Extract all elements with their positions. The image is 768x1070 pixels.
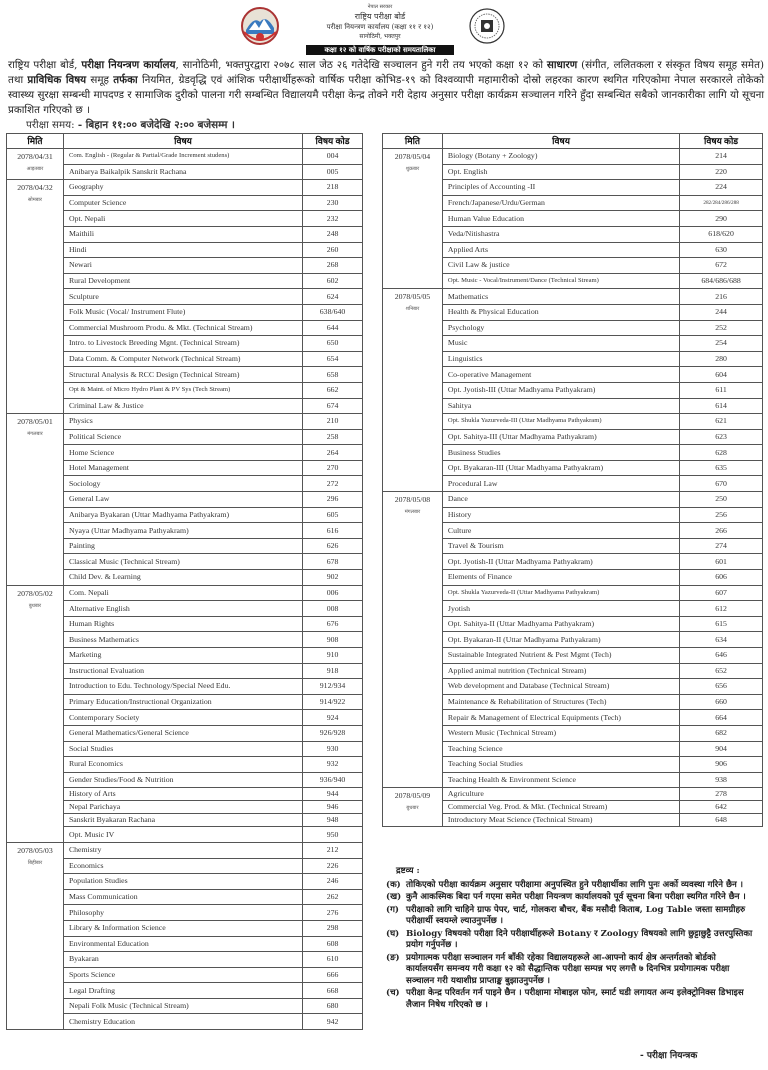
subject-cell: Newari (63, 258, 302, 274)
subject-code-cell: 638/640 (303, 304, 363, 320)
subject-code-cell: 642 (680, 801, 763, 814)
subject-cell: Procedural Law (442, 476, 679, 492)
subject-code-cell: 936/940 (303, 772, 363, 788)
subject-code-cell: 272 (303, 476, 363, 492)
subject-cell: Veda/Nitishastra (442, 226, 679, 242)
exam-weekday: बुधबार (28, 603, 42, 609)
subject-code-cell: 942 (303, 1014, 363, 1030)
date-cell (7, 414, 64, 586)
subject-cell: Applied Arts (442, 242, 679, 258)
subject-code-cell: 298 (303, 920, 363, 936)
subject-cell: Western Music (Technical Stream) (442, 725, 679, 741)
exam-time-label: परीक्षा समय: (26, 119, 78, 131)
exam-board-seal-icon (468, 6, 506, 46)
subject-code-cell: 908 (303, 632, 363, 648)
exam-weekday: शनिबार (405, 307, 420, 313)
subject-code-cell: 252 (680, 320, 763, 336)
note-item (386, 905, 756, 928)
subject-cell: Maithili (63, 226, 302, 242)
subject-code-cell: 224 (680, 180, 763, 196)
table-header-row (383, 134, 763, 149)
subject-cell: Biology (Botany + Zoology) (442, 149, 679, 165)
subject-cell: Anibarya Byakaran (Uttar Madhyama Pathyakram) (63, 507, 302, 523)
subject-cell: Chemistry Education (63, 1014, 302, 1030)
subject-cell: Physics (63, 414, 302, 430)
subject-cell: Opt. Shukla Yazurveda-III (Uttar Madhyama Pathyakram) (442, 414, 679, 430)
subject-code-cell: 264 (303, 445, 363, 461)
government-name: नेपाल सरकार (367, 4, 393, 10)
exam-date: 2078/04/31 (17, 152, 53, 161)
subject-cell: Opt. Jyotish-II (Uttar Madhyama Pathyakram) (442, 554, 679, 570)
office-name: परीक्षा नियन्त्रण कार्यालय (कक्षा ११ र १२) (326, 23, 434, 31)
subject-cell: Commercial Mushroom Produ. & Mkt. (Technical Stream) (63, 320, 302, 336)
subject-code-cell: 266 (680, 523, 763, 539)
subject-cell: Teaching Health & Environment Science (442, 772, 679, 788)
subject-code-cell: 602 (303, 273, 363, 289)
subject-code-cell: 612 (680, 601, 763, 617)
nepal-government-emblem-icon (240, 6, 280, 46)
table-header-row (7, 134, 363, 149)
note-item (386, 880, 756, 892)
date-cell (383, 492, 443, 788)
subject-code-cell: 008 (303, 601, 363, 617)
subject-cell: Teaching Science (442, 741, 679, 757)
subject-code-cell: 605 (303, 507, 363, 523)
note-text: तोकिएको परीक्षा कार्यक्रम अनुसार परीक्षामा अनुपस्थित हुने परीक्षार्थीका लागि पुनः अर्को व्यवस्था गरिने छैन । (406, 879, 744, 890)
subject-cell: Criminal Law & Justice (63, 398, 302, 414)
subject-cell: Contemporary Society (63, 710, 302, 726)
exam-weekday: बिहीबार (27, 860, 43, 866)
subject-code-cell: 216 (680, 289, 763, 305)
subject-cell: Sustainable Integrated Nutrient & Pest Mgmt (Tech) (442, 648, 679, 664)
subject-code-cell: 930 (303, 741, 363, 757)
subject-cell: Social Studies (63, 741, 302, 757)
subject-cell: Opt. Sahitya-III (Uttar Madhyama Pathyakram) (442, 429, 679, 445)
note-marker: (च) (386, 988, 400, 998)
subject-cell: Opt. Byakaran-III (Uttar Madhyama Pathyakram) (442, 460, 679, 476)
note-item (386, 929, 756, 952)
subject-code-cell: 662 (303, 382, 363, 398)
subject-cell: Com. English - (Regular & Partial/Grade Increment studens) (63, 149, 302, 165)
subject-cell: Mathematics (442, 289, 679, 305)
subject-code-cell: 932 (303, 757, 363, 773)
subject-cell: Human Value Education (442, 211, 679, 227)
subject-cell: Agriculture (442, 788, 679, 801)
table-row (7, 180, 363, 196)
subject-cell: Culture (442, 523, 679, 539)
subject-cell: Web development and Database (Technical Stream) (442, 679, 679, 695)
subject-cell: Nyaya (Uttar Madhyama Pathyakram) (63, 523, 302, 539)
subject-code-cell: 621 (680, 414, 763, 430)
subject-code-cell: 282/284/286/288 (680, 195, 763, 211)
subject-cell: Dance (442, 492, 679, 508)
subject-code-cell: 914/922 (303, 694, 363, 710)
subject-cell: Opt. English (442, 164, 679, 180)
note-marker: (ख) (386, 892, 402, 902)
date-cell (7, 180, 64, 414)
subject-cell: Health & Physical Education (442, 304, 679, 320)
subject-cell: Opt & Maint. of Micro Hydro Plant & PV Sys (Tech Stream) (63, 382, 302, 398)
subject-code-cell: 676 (303, 616, 363, 632)
subject-cell: Maintenance & Rehabilitation of Structures (Tech) (442, 694, 679, 710)
subject-code-cell: 608 (303, 936, 363, 952)
subject-cell: Principles of Accounting -II (442, 180, 679, 196)
note-item (386, 988, 756, 1011)
subject-code-cell: 670 (680, 476, 763, 492)
subject-code-cell: 680 (303, 998, 363, 1014)
exam-date: 2078/05/09 (394, 791, 431, 801)
subject-cell: Marketing (63, 648, 302, 664)
subject-code-cell: 634 (680, 632, 763, 648)
subject-code-cell: 938 (680, 772, 763, 788)
subject-cell: Population Studies (63, 874, 302, 890)
subject-code-cell: 615 (680, 616, 763, 632)
note-text: Biology विषयको परीक्षा दिने परीक्षार्थीहरूले Botany र Zoology विषयको लागि छुट्टाछुट्टै उत्तरपुस्तिका प्रयोग गर्नुपर्नेछ । (406, 928, 753, 950)
subject-code-cell: 004 (303, 149, 363, 165)
subject-code-cell: 270 (303, 460, 363, 476)
subject-cell: Legal Drafting (63, 983, 302, 999)
header-subject: विषय (442, 134, 679, 149)
subject-code-cell: 230 (303, 195, 363, 211)
subject-code-cell: 232 (303, 211, 363, 227)
subject-code-cell: 246 (303, 874, 363, 890)
subject-cell: Rural Economics (63, 757, 302, 773)
letterhead (0, 0, 768, 56)
subject-cell: Opt. Byakaran-II (Uttar Madhyama Pathyakram) (442, 632, 679, 648)
subject-cell: Child Dev. & Learning (63, 570, 302, 586)
exam-weekday: मंगलबार (404, 510, 421, 516)
document-title: कक्षा १२ को वार्षिक परीक्षाको समयतालिका (306, 45, 454, 55)
subject-cell: Alternative English (63, 601, 302, 617)
subject-code-cell: 606 (680, 570, 763, 586)
exam-date: 2078/05/02 (17, 588, 53, 598)
subject-cell: Classical Music (Technical Stream) (63, 554, 302, 570)
subject-code-cell: 618/620 (680, 226, 763, 242)
subject-cell: Repair & Management of Electrical Equipments (Tech) (442, 710, 679, 726)
subject-cell: Opt. Music IV (63, 827, 302, 843)
table-row (7, 149, 363, 165)
note-marker: (ग) (386, 904, 399, 915)
subject-code-cell: 254 (680, 336, 763, 352)
table-row (383, 492, 763, 508)
exam-date: 2078/05/03 (17, 845, 53, 855)
subject-cell: Sculpture (63, 289, 302, 305)
subject-code-cell: 684/686/688 (680, 273, 763, 289)
note-marker: (घ) (386, 928, 400, 939)
subject-code-cell: 623 (680, 429, 763, 445)
subject-cell: Data Comm. & Computer Network (Technical Stream) (63, 351, 302, 367)
exam-weekday: आइतबार (26, 167, 44, 172)
subject-cell: Hindi (63, 242, 302, 258)
subject-code-cell: 658 (303, 367, 363, 383)
subject-code-cell: 611 (680, 382, 763, 398)
note-marker: (ङ) (386, 952, 400, 963)
subject-code-cell: 648 (680, 814, 763, 827)
subject-cell: Sanskrit Byakaran Rachana (63, 814, 302, 827)
subject-cell: Hotel Management (63, 460, 302, 476)
subject-code-cell: 296 (303, 492, 363, 508)
subject-cell: French/Japanese/Urdu/German (442, 195, 679, 211)
subject-code-cell: 902 (303, 570, 363, 586)
note-text: प्रयोगात्मक परीक्षा सञ्चालन गर्न बाँकी रहेका विद्यालयहरूले आ-आफ्नो कार्य क्षेत्र अन्तर्गतको बोर्डको कार्यालयसँग समन्वय गरी कक्षा १२ को सैद्धान्तिक परीक्षा सम्पन्न भए लगत्तै ७ दिनभित्र प्रयोगात्मक परीक्षा सञ्चालन गरी यथाशीघ्र प्राप्ताङ्क बुझाउनुपर्नेछ । (406, 952, 730, 986)
date-cell (7, 842, 64, 1029)
date-cell (7, 149, 64, 180)
subject-cell: Elements of Finance (442, 570, 679, 586)
table-row (383, 289, 763, 305)
subject-code-cell: 610 (303, 952, 363, 968)
subject-cell: Business Studies (442, 445, 679, 461)
date-cell (7, 585, 64, 842)
subject-cell: Byakaran (63, 952, 302, 968)
subject-code-cell: 626 (303, 538, 363, 554)
subject-code-cell: 646 (680, 648, 763, 664)
subject-code-cell: 678 (303, 554, 363, 570)
subject-code-cell: 006 (303, 585, 363, 601)
table-row (383, 788, 763, 801)
schedule-table-left (6, 133, 363, 1030)
subject-code-cell: 910 (303, 648, 363, 664)
subject-cell: Travel & Tourism (442, 538, 679, 554)
subject-code-cell: 604 (680, 367, 763, 383)
subject-code-cell: 950 (303, 827, 363, 843)
subject-cell: Applied animal nutrition (Technical Stream) (442, 663, 679, 679)
subject-code-cell: 666 (303, 967, 363, 983)
subject-code-cell: 660 (680, 694, 763, 710)
subject-cell: Instructional Evaluation (63, 663, 302, 679)
subject-cell: Opt. Jyotish-III (Uttar Madhyama Pathyakram) (442, 382, 679, 398)
exam-date: 2078/05/01 (17, 417, 53, 427)
subject-code-cell: 682 (680, 725, 763, 741)
subject-cell: Nepali Folk Music (Technical Stream) (63, 998, 302, 1014)
subject-cell: Gender Studies/Food & Nutrition (63, 772, 302, 788)
subject-code-cell: 280 (680, 351, 763, 367)
subject-cell: Com. Nepali (63, 585, 302, 601)
subject-cell: General Mathematics/General Science (63, 725, 302, 741)
subject-code-cell: 674 (303, 398, 363, 414)
exam-weekday: शुक्रबार (405, 167, 420, 172)
subject-code-cell: 944 (303, 788, 363, 801)
subject-code-cell: 906 (680, 757, 763, 773)
subject-code-cell: 664 (680, 710, 763, 726)
header-date: मिति (383, 134, 443, 149)
subject-code-cell: 650 (303, 336, 363, 352)
subject-cell: Introduction to Edu. Technology/Special Need Edu. (63, 679, 302, 695)
subject-cell: Co-operative Management (442, 367, 679, 383)
subject-code-cell: 924 (303, 710, 363, 726)
subject-code-cell: 248 (303, 226, 363, 242)
subject-code-cell: 214 (680, 149, 763, 165)
date-cell (383, 149, 443, 289)
note-item (386, 892, 756, 904)
subject-code-cell: 256 (680, 507, 763, 523)
subject-cell: Sahitya (442, 398, 679, 414)
subject-cell: Business Mathematics (63, 632, 302, 648)
notes-section (386, 866, 756, 1012)
subject-code-cell: 276 (303, 905, 363, 921)
subject-code-cell: 278 (680, 788, 763, 801)
exam-weekday: बुधबार (406, 806, 419, 812)
subject-code-cell: 616 (303, 523, 363, 539)
subject-cell: Computer Science (63, 195, 302, 211)
subject-cell: Music (442, 336, 679, 352)
subject-code-cell: 926/928 (303, 725, 363, 741)
subject-code-cell: 912/934 (303, 679, 363, 695)
subject-code-cell: 624 (303, 289, 363, 305)
subject-code-cell: 226 (303, 858, 363, 874)
subject-code-cell: 672 (680, 258, 763, 274)
subject-cell: Painting (63, 538, 302, 554)
subject-code-cell: 250 (680, 492, 763, 508)
header-code: विषय कोड (303, 134, 363, 149)
subject-cell: Intro. to Livestock Breeding Mgnt. (Technical Stream) (63, 336, 302, 352)
subject-cell: History (442, 507, 679, 523)
subject-code-cell: 290 (680, 211, 763, 227)
subject-cell: Teaching Social Studies (442, 757, 679, 773)
note-text: परीक्षा केन्द्र परिवर्तन गर्न पाइने छैन । परीक्षामा मोबाइल फोन, स्मार्ट घडी लगायत अन्य इलेक्ट्रोनिक्स डिभाइस लैजान निषेध गरिएको छ । (406, 988, 744, 1010)
subject-cell: Philosophy (63, 905, 302, 921)
subject-cell: Folk Music (Vocal/ Instrument Flute) (63, 304, 302, 320)
exam-date: 2078/04/32 (17, 183, 53, 193)
subject-code-cell: 244 (680, 304, 763, 320)
subject-cell: Library & Information Science (63, 920, 302, 936)
subject-cell: Home Science (63, 445, 302, 461)
subject-cell: Opt. Music - Vocal/Instrument/Dance (Technical Stream) (442, 273, 679, 289)
subject-cell: Political Science (63, 429, 302, 445)
note-item (386, 953, 756, 988)
exam-date: 2078/05/04 (394, 152, 431, 161)
office-location: सानोठिमी, भक्तपुर (359, 33, 401, 40)
subject-cell: General Law (63, 492, 302, 508)
subject-cell: Economics (63, 858, 302, 874)
subject-code-cell: 258 (303, 429, 363, 445)
subject-cell: Nepal Parichaya (63, 801, 302, 814)
subject-code-cell: 218 (303, 180, 363, 196)
header-code: विषय कोड (680, 134, 763, 149)
subject-cell: Environmental Education (63, 936, 302, 952)
table-row (7, 585, 363, 601)
schedule-table-right (382, 133, 763, 827)
board-name: राष्ट्रिय परीक्षा बोर्ड (354, 12, 406, 21)
subject-code-cell: 274 (680, 538, 763, 554)
subject-cell: Sociology (63, 476, 302, 492)
header-date: मिति (7, 134, 64, 149)
subject-cell: Jyotish (442, 601, 679, 617)
subject-code-cell: 220 (680, 164, 763, 180)
subject-cell: Civil Law & justice (442, 258, 679, 274)
subject-cell: History of Arts (63, 788, 302, 801)
exam-weekday: सोमबार (28, 198, 42, 204)
subject-code-cell: 268 (303, 258, 363, 274)
subject-code-cell: 212 (303, 842, 363, 858)
table-row (7, 414, 363, 430)
subject-cell: Opt. Shukla Yazurveda-II (Uttar Madhyama Pathyakram) (442, 585, 679, 601)
header-subject: विषय (63, 134, 302, 149)
exam-time-value: - बिहान ११:०० बजेदेखि २:०० बजेसम्म । (77, 119, 235, 131)
note-marker: (क) (386, 879, 401, 890)
subject-cell: Rural Development (63, 273, 302, 289)
subject-code-cell: 946 (303, 801, 363, 814)
subject-cell: Commercial Veg. Prod. & Mkt. (Technical Stream) (442, 801, 679, 814)
subject-code-cell: 260 (303, 242, 363, 258)
subject-cell: Human Rights (63, 616, 302, 632)
notice-paragraph: राष्ट्रिय परीक्षा बोर्ड, परीक्षा नियन्त्रण कार्यालय, सानोठिमी, भक्तपुरद्वारा २०७८ साल जेठ २६ गतेदेखि सञ्चालन हुने गरी तय भएको कक्षा १२ को साधारण (संगीत, ललितकला र संस्कृत विषय समूह समेत) तथा प्राविधिक विषय समूह तर्फका नियमित, ग्रेडवृद्धि एवं आंशिक परीक्षार्थीहरूको वार्षिक परीक्षा कोभिड-१९ को विश्वव्यापी महामारीको दोस्रो लहरका कारण स्थगित गरिएकोमा नेपाल सरकारले तोकेको स्वास्थ्य सुरक्षा सम्बन्धी मापदण्ड र सामाजिक दुरीको पालना गरी सम्बन्धित विद्यालयमै परीक्षा केन्द्र तोक्ने गरी देहाय अनुसार परीक्षा कार्यक्रम सञ्चालन गरिने हुँदा सम्बन्धित सबैको जानकारीका लागि यो सूचना प्रकाशित गरिएको छ । (8, 59, 765, 116)
subject-cell: Linguistics (442, 351, 679, 367)
exam-date: 2078/05/05 (394, 292, 431, 302)
subject-code-cell: 628 (680, 445, 763, 461)
subject-code-cell: 601 (680, 554, 763, 570)
subject-cell: Geography (63, 180, 302, 196)
subject-cell: Primary Education/Instructional Organization (63, 694, 302, 710)
table-row (7, 842, 363, 858)
subject-cell: Opt. Sahitya-II (Uttar Madhyama Pathyakram) (442, 616, 679, 632)
subject-code-cell: 614 (680, 398, 763, 414)
subject-code-cell: 644 (303, 320, 363, 336)
date-cell (383, 788, 443, 827)
subject-cell: Structural Analysis & RCC Design (Technical Stream) (63, 367, 302, 383)
note-text: परीक्षाको लागि चाहिने ग्राफ पेपर, चार्ट, गोलकरा बौचर, बैंक मसौदी किताब, Log Table जस्ता सामग्रीहरु परीक्षार्थी स्वयम्ले ल्याउनुपर्नेछ । (406, 904, 746, 926)
subject-cell: Chemistry (63, 842, 302, 858)
subject-code-cell: 630 (680, 242, 763, 258)
subject-code-cell: 656 (680, 679, 763, 695)
subject-code-cell: 654 (303, 351, 363, 367)
subject-code-cell: 607 (680, 585, 763, 601)
subject-code-cell: 904 (680, 741, 763, 757)
subject-code-cell: 210 (303, 414, 363, 430)
subject-code-cell: 948 (303, 814, 363, 827)
letterhead-text (300, 2, 460, 42)
notes-title: द्रष्टव्य : (396, 866, 420, 876)
subject-cell: Opt. Nepali (63, 211, 302, 227)
subject-cell: Introductory Meat Science (Technical Stream) (442, 814, 679, 827)
subject-code-cell: 668 (303, 983, 363, 999)
signature: - परीक्षा नियन्त्रक (640, 1051, 698, 1061)
subject-cell: Sports Science (63, 967, 302, 983)
exam-weekday: मंगलबार (27, 432, 43, 438)
exam-time (26, 118, 235, 132)
subject-code-cell: 635 (680, 460, 763, 476)
subject-code-cell: 262 (303, 889, 363, 905)
subject-cell: Anibarya Baikalpik Sanskrit Rachana (63, 164, 302, 180)
table-row (383, 149, 763, 165)
subject-code-cell: 005 (303, 164, 363, 180)
subject-code-cell: 652 (680, 663, 763, 679)
subject-code-cell: 918 (303, 663, 363, 679)
subject-cell: Mass Communication (63, 889, 302, 905)
date-cell (383, 289, 443, 492)
exam-date: 2078/05/08 (394, 495, 431, 505)
note-text: कुनै आकस्मिक बिदा पर्न गएमा समेत परीक्षा नियन्त्रण कार्यालयको पूर्व सूचना बिना परीक्षा स्थगित गरिने छैन । (406, 892, 746, 902)
subject-cell: Psychology (442, 320, 679, 336)
